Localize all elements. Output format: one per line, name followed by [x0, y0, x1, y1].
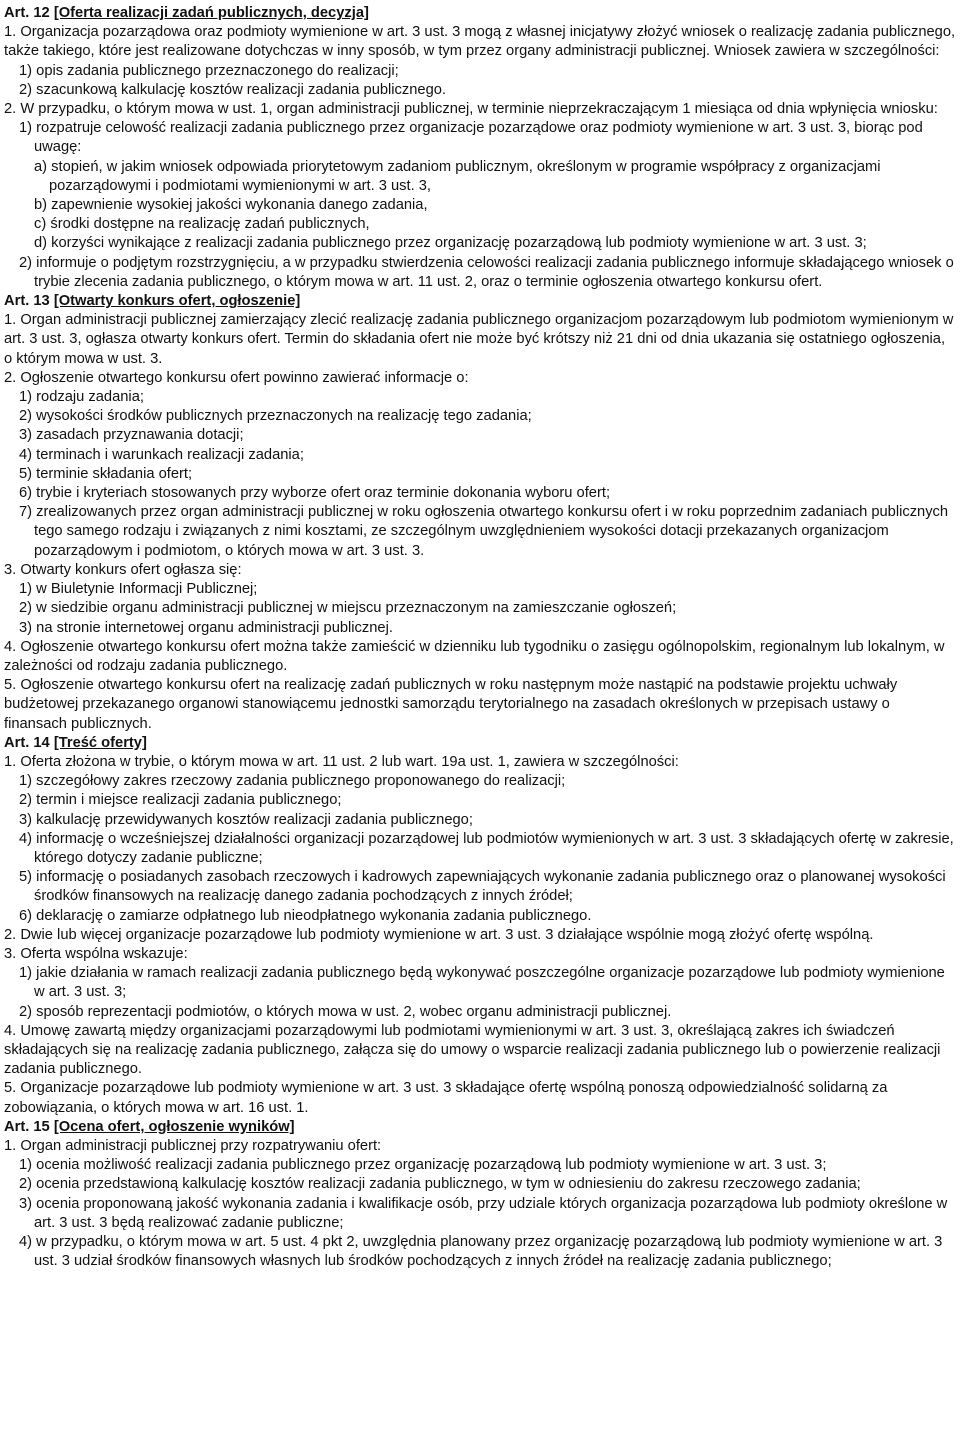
- list-item: [19, 81, 956, 100]
- list-item: [19, 1195, 956, 1233]
- item-label: 7): [19, 504, 33, 521]
- item-label: 5): [19, 465, 33, 482]
- item-label: b): [34, 197, 48, 214]
- item-label: 6): [19, 907, 33, 924]
- item-label: 2): [19, 792, 33, 809]
- list-item: [19, 619, 956, 638]
- list-item: [19, 446, 956, 465]
- list-item: [19, 599, 956, 618]
- item-label: 1): [19, 120, 33, 137]
- item-label: d): [34, 235, 48, 252]
- item-text: zrealizowanych przez organ administracji publicznej w roku ogłoszenia otwartego konkursu ofert i w roku poprzednim zadaniach publicznych tego samego rodzaju i związanych z nimi kosztami, ze szczególnym uwzględnieniem wysokości dotacji przekazanych organizacjom pozarządowym i podmiotom, o których mowa w art. 3 ust. 3.: [34, 504, 949, 559]
- item-text: trybie i kryteriach stosowanych przy wyborze ofert oraz terminie dokonania wyboru ofert;: [36, 485, 611, 502]
- sub-list-item: [34, 234, 956, 253]
- item-label: 1): [19, 389, 33, 406]
- item-text: terminie składania ofert;: [36, 465, 193, 482]
- list-item: [19, 1156, 956, 1175]
- article-title: [Otwarty konkurs ofert, ogłoszenie]: [53, 293, 301, 310]
- item-text: wysokości środków publicznych przeznaczonych na realizację tego zadania;: [36, 408, 532, 425]
- list-item: [19, 484, 956, 503]
- item-text: ocenia możliwość realizacji zadania publicznego przez organizację pozarządową lub podmioty wymienione w art. 3 ust. 3;: [36, 1157, 827, 1174]
- item-text: deklarację o zamiarze odpłatnego lub nieodpłatnego wykonania zadania publicznego.: [36, 907, 592, 924]
- article-15: [4, 1118, 956, 1272]
- paragraph: 3. Otwarty konkurs ofert ogłasza się:: [4, 561, 242, 578]
- paragraph: 5. Organizacje pozarządowe lub podmioty wymienione w art. 3 ust. 3 składające ofertę wspólną ponoszą odpowiedzialność solidarną za zobowiązania, o których mowa w art. 16 ust. 1.: [4, 1080, 888, 1116]
- sub-list-item: [34, 215, 956, 234]
- list-item: [19, 407, 956, 426]
- item-text: informuje o podjętym rozstrzygnięciu, a w przypadku stwierdzenia celowości realizacji zadania publicznego informuje składającego wniosek o trybie zlecenia zadania publicznego, o którym mowa w art. 11 ust. 2, oraz o terminie ogłoszenia otwartego konkursu ofert.: [34, 254, 954, 290]
- article-heading: [4, 292, 956, 311]
- item-text: terminach i warunkach realizacji zadania;: [36, 446, 304, 463]
- item-label: 1): [19, 581, 33, 598]
- list-item: [19, 964, 956, 1002]
- item-label: 3): [19, 619, 33, 636]
- item-text: szczegółowy zakres rzeczowy zadania publicznego proponowanego do realizacji;: [36, 773, 566, 790]
- article-heading: [4, 734, 956, 753]
- article-14: [4, 734, 956, 1118]
- article-number: Art. 14: [4, 734, 50, 751]
- item-label: 2): [19, 254, 33, 271]
- article-number: Art. 13: [4, 293, 50, 310]
- list-item: [19, 119, 956, 157]
- item-label: 6): [19, 485, 33, 502]
- item-text: informację o posiadanych zasobach rzeczowych i kadrowych zapewniających wykonanie zadania publicznego oraz o planowanej wysokości środków finansowych na realizację danego zadania pochodzących z innych źródeł;: [34, 869, 946, 905]
- paragraph: 4. Umowę zawartą między organizacjami pozarządowymi lub podmiotami wymienionymi w art. 3 ust. 3, określającą zakres ich świadczeń składających się na realizację zadania publicznego, załącza się do umowy o wsparcie realizacji zadania publicznego lub o powierzenie realizacji zadania publicznego.: [4, 1022, 941, 1078]
- item-label: 5): [19, 869, 33, 886]
- item-label: 4): [19, 1234, 33, 1250]
- sub-list-item: [34, 196, 956, 215]
- item-label: 1): [19, 1157, 33, 1174]
- article-12: [4, 4, 956, 292]
- item-label: 2): [19, 81, 33, 98]
- list-item: [19, 426, 956, 445]
- article-title: [Oferta realizacji zadań publicznych, decyzja]: [53, 5, 369, 21]
- item-text: opis zadania publicznego przeznaczonego do realizacji;: [36, 62, 399, 79]
- list-item: [19, 830, 956, 868]
- item-text: zapewnienie wysokiej jakości wykonania danego zadania,: [51, 197, 428, 214]
- paragraph: 1. Oferta złożona w trybie, o którym mowa w art. 11 ust. 2 lub wart. 19a ust. 1, zawiera w szczególności:: [4, 753, 679, 770]
- paragraph: 2. W przypadku, o którym mowa w ust. 1, organ administracji publicznej, w terminie nieprzekraczającym 1 miesiąca od dnia wpłynięcia wniosku:: [4, 101, 938, 118]
- item-text: w Biuletynie Informacji Publicznej;: [36, 581, 258, 598]
- item-label: 3): [19, 427, 33, 444]
- list-item: [19, 907, 956, 926]
- item-label: 2): [19, 408, 33, 425]
- item-label: 1): [19, 62, 33, 79]
- sub-list-item: [34, 158, 956, 196]
- paragraph: 1. Organizacja pozarządowa oraz podmioty wymienione w art. 3 ust. 3 mogą z własnej inicjatywy złożyć wniosek o realizację zadania publicznego, także takiego, które jest realizowane dotychczas w inny sposób, w tym przez organy administracji publicznej. Wniosek zawiera w szczególności:: [4, 24, 956, 60]
- item-text: stopień, w jakim wniosek odpowiada priorytetowym zadaniom publicznym, określonym w programie współpracy z organizacjami pozarządowymi i podmiotami wymienionymi w art. 3 ust. 3,: [49, 158, 881, 194]
- item-text: termin i miejsce realizacji zadania publicznego;: [36, 792, 342, 809]
- item-text: szacunkową kalkulację kosztów realizacji zadania publicznego.: [36, 81, 446, 98]
- list-item: [19, 503, 956, 561]
- item-text: ocenia przedstawioną kalkulację kosztów realizacji zadania publicznego, w tym w odniesieniu do zakresu rzeczowego zadania;: [36, 1176, 861, 1193]
- paragraph: 1. Organ administracji publicznej przy rozpatrywaniu ofert:: [4, 1137, 382, 1154]
- item-label: c): [34, 216, 47, 233]
- list-item: [19, 465, 956, 484]
- item-text: ocenia proponowaną jakość wykonania zadania i kwalifikacje osób, przy udziale których organizacja pozarządowa lub podmioty określone w art. 3 ust. 3 będą realizować zadanie publiczne;: [34, 1195, 948, 1231]
- item-label: 1): [19, 965, 33, 982]
- item-text: kalkulację przewidywanych kosztów realizacji zadania publicznego;: [36, 811, 473, 828]
- item-text: informację o wcześniejszej działalności organizacji pozarządowej lub podmiotów wymienionych w art. 3 ust. 3 składających ofertę w zakresie, którego dotyczy zadanie publiczne;: [34, 830, 954, 866]
- list-item: [19, 791, 956, 810]
- list-item: [19, 388, 956, 407]
- list-item: [19, 811, 956, 830]
- article-number: Art. 15: [4, 1118, 50, 1135]
- item-label: 4): [19, 830, 33, 847]
- item-label: 1): [19, 773, 33, 790]
- list-item: [19, 868, 956, 906]
- list-item: [19, 1233, 956, 1271]
- article-title: [Treść oferty]: [53, 734, 147, 751]
- item-label: 3): [19, 1195, 33, 1212]
- item-text: korzyści wynikające z realizacji zadania publicznego przez organizację pozarządową lub podmioty wymienione w art. 3 ust. 3;: [51, 235, 867, 252]
- item-text: rodzaju zadania;: [36, 389, 144, 406]
- article-heading: [4, 4, 956, 23]
- item-label: 4): [19, 446, 33, 463]
- list-item: [19, 1175, 956, 1194]
- list-item: [19, 772, 956, 791]
- article-number: Art. 12: [4, 5, 50, 21]
- article-heading: [4, 1118, 956, 1137]
- item-text: sposób reprezentacji podmiotów, o których mowa w ust. 2, wobec organu administracji publicznej.: [36, 1003, 672, 1020]
- item-text: w siedzibie organu administracji publicznej w miejscu przeznaczonym na zamieszczanie ogłoszeń;: [36, 600, 677, 617]
- list-item: [19, 62, 956, 81]
- item-text: na stronie internetowej organu administracji publicznej.: [36, 619, 393, 636]
- list-item: [19, 254, 956, 292]
- item-label: 3): [19, 811, 33, 828]
- item-text: jakie działania w ramach realizacji zadania publicznego będą wykonywać poszczególne organizacje pozarządowe lub podmioty wymienione w art. 3 ust. 3;: [34, 965, 945, 1001]
- paragraph: 4. Ogłoszenie otwartego konkursu ofert można także zamieścić w dzienniku lub tygodniku o zasięgu ogólnopolskim, regionalnym lub lokalnym, w zależności od rodzaju zadania publicznego.: [4, 638, 945, 674]
- paragraph: 1. Organ administracji publicznej zamierzający zlecić realizację zadania publicznego organizacjom pozarządowym lub podmiotom wymienionym w art. 3 ust. 3, ogłasza otwarty konkurs ofert. Termin do składania ofert nie może być krótszy niż 21 dni od dnia ukazania się ostatniego ogłoszenia, o którym mowa w ust. 3.: [4, 312, 954, 367]
- article-title: [Ocena ofert, ogłoszenie wyników]: [53, 1118, 295, 1135]
- list-item: [19, 1003, 956, 1022]
- item-text: środki dostępne na realizację zadań publicznych,: [50, 216, 370, 233]
- paragraph: 2. Dwie lub więcej organizacje pozarządowe lub podmioty wymienione w art. 3 ust. 3 działające wspólnie mogą złożyć ofertę wspólną.: [4, 926, 874, 943]
- paragraph: 3. Oferta wspólna wskazuje:: [4, 945, 188, 962]
- list-item: [19, 580, 956, 599]
- item-text: w przypadku, o którym mowa w art. 5 ust. 4 pkt 2, uwzględnia planowany przez organizację pozarządową lub podmioty wymienione w art. 3 ust. 3 udział środków finansowych własnych lub środków pochodzących z innych źródeł na realizację zadania publicznego;: [34, 1234, 943, 1270]
- item-text: rozpatruje celowość realizacji zadania publicznego przez organizacje pozarządowe oraz podmioty wymienione w art. 3 ust. 3, biorąc pod uwagę:: [34, 120, 923, 156]
- article-13: [4, 292, 956, 734]
- item-label: 2): [19, 600, 33, 617]
- item-text: zasadach przyznawania dotacji;: [36, 427, 244, 444]
- item-label: a): [34, 158, 48, 175]
- item-label: 2): [19, 1176, 33, 1193]
- paragraph: 5. Ogłoszenie otwartego konkursu ofert na realizację zadań publicznych w roku następnym może nastąpić na podstawie projektu uchwały budżetowej przekazanego organowi stanowiącemu jednostki samorządu terytorialnego na zasadach określonych w przepisach ustawy o finansach publicznych.: [4, 677, 898, 732]
- paragraph: 2. Ogłoszenie otwartego konkursu ofert powinno zawierać informacje o:: [4, 369, 469, 386]
- item-label: 2): [19, 1003, 33, 1020]
